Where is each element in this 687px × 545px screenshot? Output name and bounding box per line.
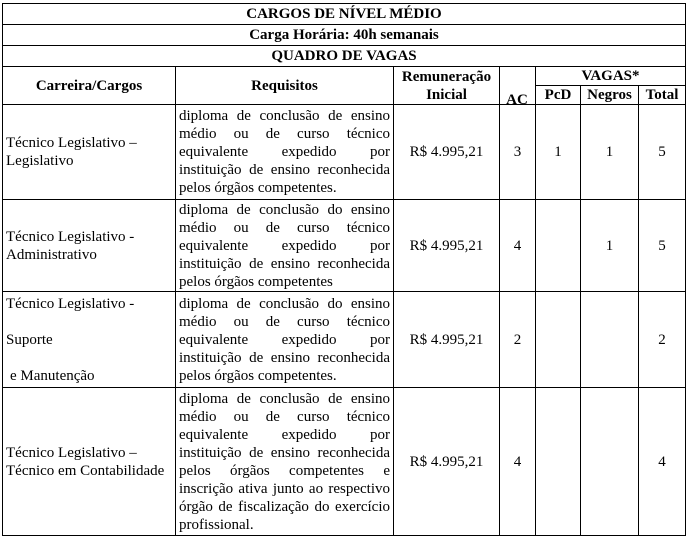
cargo-line: Suporte: [6, 331, 53, 348]
negros-cell: 1: [581, 200, 639, 292]
ac-cell: 4: [500, 200, 536, 292]
workload-subtitle: Carga Horária: 40h semanais: [3, 25, 686, 46]
total-cell: 5: [639, 105, 686, 200]
table-title: CARGOS DE NÍVEL MÉDIO: [3, 4, 686, 25]
remuneracao-cell: R$ 4.995,21: [394, 292, 500, 388]
table-row: [3, 105, 686, 200]
section-heading: QUADRO DE VAGAS: [3, 46, 686, 67]
header-requisitos: Requisitos: [176, 67, 394, 105]
table-row: [3, 388, 686, 536]
cargo-cell: Técnico Legislativo – Técnico em Contabilidade: [3, 388, 176, 536]
requisitos-cell: diploma de conclusão do ensino médio ou de curso técnico equivalente expedido por instituição de ensino reconhecida pelos órgãos competentes.: [176, 292, 394, 388]
total-cell: 5: [639, 200, 686, 292]
requisitos-cell: diploma de conclusão de ensino médio ou de curso técnico equivalente expedido por instituição de ensino reconhecida pelos órgãos competentes.: [176, 105, 394, 200]
header-total: Total: [639, 86, 686, 105]
negros-cell: [581, 292, 639, 388]
remuneracao-cell: R$ 4.995,21: [394, 200, 500, 292]
remuneracao-cell: R$ 4.995,21: [394, 105, 500, 200]
negros-cell: 1: [581, 105, 639, 200]
header-pcd: PcD: [536, 86, 581, 105]
total-cell: 4: [639, 388, 686, 536]
total-cell: 2: [639, 292, 686, 388]
cargo-line: e Manutenção: [10, 367, 95, 384]
pcd-cell: [536, 292, 581, 388]
negros-cell: [581, 388, 639, 536]
vacancy-table: [2, 3, 686, 536]
header-carreira: Carreira/Cargos: [3, 67, 176, 105]
table-row: [3, 200, 686, 292]
requisitos-cell: diploma de conclusão do ensino médio ou de curso técnico equivalente expedido por instituição de ensino reconhecida pelos órgãos competentes: [176, 200, 394, 292]
header-ac-label: AC: [506, 92, 528, 108]
remuneracao-cell: R$ 4.995,21: [394, 388, 500, 536]
ac-cell: 4: [500, 388, 536, 536]
header-remuneracao: Remuneração Inicial: [394, 67, 500, 105]
cargo-cell: [3, 292, 176, 388]
pcd-cell: [536, 388, 581, 536]
ac-cell: 3: [500, 105, 536, 200]
cargo-cell: Técnico Legislativo - Administrativo: [3, 200, 176, 292]
pcd-cell: [536, 200, 581, 292]
header-negros: Negros: [581, 86, 639, 105]
requisitos-cell: diploma de conclusão de ensino médio ou de curso técnico equivalente expedido por instituição de ensino reconhecida pelos órgãos competentes e inscrição ativa junto ao respectivo órgão de fiscalização do exercício profissional.: [176, 388, 394, 536]
cargo-line: Técnico Legislativo -: [6, 295, 135, 312]
table-row: [3, 292, 686, 388]
pcd-cell: 1: [536, 105, 581, 200]
ac-cell: 2: [500, 292, 536, 388]
cargo-cell: Técnico Legislativo – Legislativo: [3, 105, 176, 200]
header-vagas: VAGAS*: [536, 67, 686, 86]
